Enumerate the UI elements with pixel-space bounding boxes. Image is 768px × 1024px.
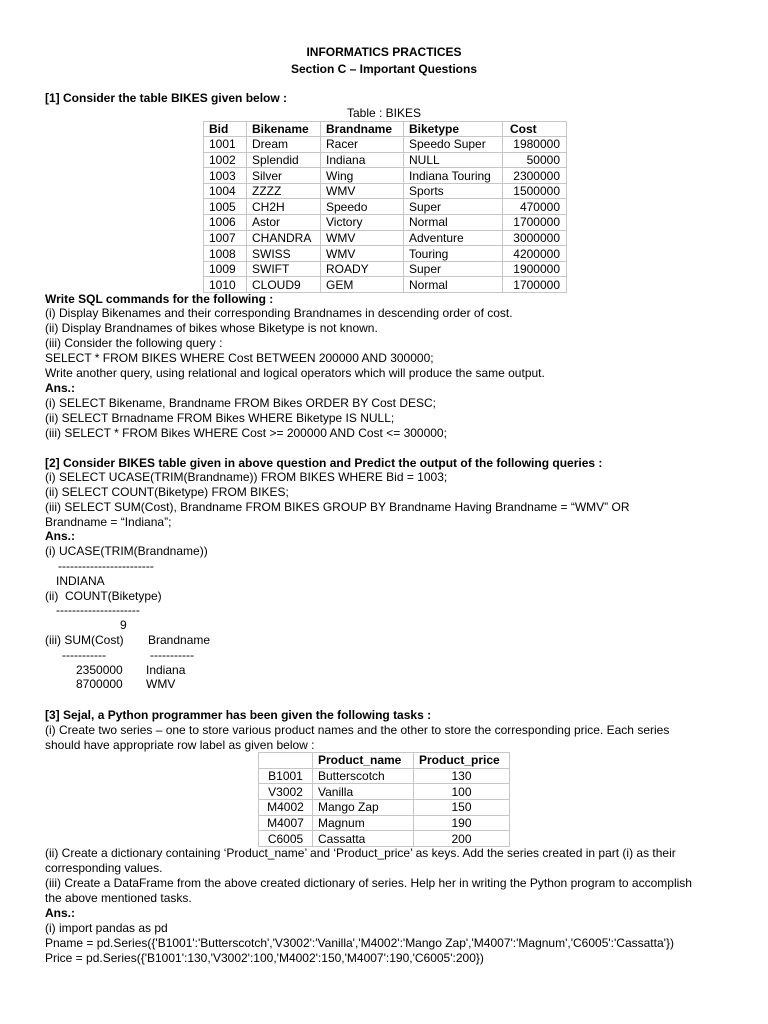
table-cell: SWIFT: [247, 261, 321, 277]
question-3-body: [45, 846, 760, 966]
output-i-value-line: [45, 574, 760, 589]
table-row: [204, 215, 567, 231]
output-ii-label: (ii) COUNT(Biketype): [45, 588, 162, 603]
output-value: 2350000: [76, 662, 123, 677]
table-cell: WMV: [321, 246, 404, 262]
output-i-label: (i) UCASE(TRIM(Brandname)): [45, 544, 208, 559]
table-row: [204, 137, 567, 153]
table-cell: 1010: [204, 277, 247, 293]
table-cell: 100: [414, 784, 510, 800]
task-line: (i) Display Bikenames and their corresponding Brandnames in descending order of cost.: [45, 306, 513, 321]
output-value: WMV: [146, 677, 176, 692]
table-cell: Vanilla: [313, 784, 414, 800]
question-1-header: [45, 91, 760, 106]
table-cell: 470000: [503, 199, 567, 215]
task-line: corresponding values.: [45, 860, 163, 875]
table-header-row: [204, 121, 567, 137]
table-cell: Astor: [247, 215, 321, 231]
table-cell: 1007: [204, 230, 247, 246]
table-row: [204, 199, 567, 215]
table-cell: Sports: [404, 183, 503, 199]
output-ii-value-line: [45, 618, 760, 633]
column-header-bid: Bid: [204, 121, 247, 137]
table-cell: GEM: [321, 277, 404, 293]
table-cell: 200: [414, 831, 510, 847]
table-cell: 150: [414, 799, 510, 815]
table-cell: ZZZZ: [247, 183, 321, 199]
answer-line: (i) import pandas as pd: [45, 920, 168, 935]
output-rule: -----------: [62, 647, 106, 662]
table-cell: Magnum: [313, 815, 414, 831]
table-cell: CHANDRA: [247, 230, 321, 246]
table-cell: 1009: [204, 261, 247, 277]
table-cell: ROADY: [321, 261, 404, 277]
task-line: (ii) Create a dictionary containing ‘Product_name’ and ‘Product_price’ as keys. Add the series created in part (i) as their: [45, 845, 676, 860]
document-header: [0, 44, 768, 78]
output-value: 8700000: [76, 677, 123, 692]
table-cell: 1500000: [503, 183, 567, 199]
answer-line: Price = pd.Series({'B1001':130,'V3002':100,'M4002':150,'M4007':190,'C6005':200}): [45, 950, 484, 965]
column-header-product-price: Product_price: [414, 753, 510, 769]
output-rule: ---------------------: [56, 603, 140, 618]
task-heading: Write SQL commands for the following :: [45, 291, 274, 306]
table-cell: Speedo Super: [404, 137, 503, 153]
output-iii-rule-line: [45, 648, 760, 663]
answer-label: Ans.:: [45, 905, 75, 920]
table-cell: 1001: [204, 137, 247, 153]
table-row: [259, 799, 510, 815]
table-header-row: [259, 753, 510, 769]
table-cell: Racer: [321, 137, 404, 153]
column-header-product-name: Product_name: [313, 753, 414, 769]
column-header-biketype: Biketype: [404, 121, 503, 137]
answer-line: Pname = pd.Series({'B1001':'Butterscotch','V3002':'Vanilla','M4002':'Mango Zap','M4007':'Magnum','C6005':'Cassatta'}): [45, 935, 674, 950]
output-value: Indiana: [146, 662, 186, 677]
query-line: Brandname = “Indiana”;: [45, 514, 172, 529]
answer-line: (i) SELECT Bikename, Brandname FROM Bikes ORDER BY Cost DESC;: [45, 395, 437, 410]
query-line: (i) SELECT UCASE(TRIM(Brandname)) FROM BIKES WHERE Bid = 1003;: [45, 470, 448, 485]
bikes-table-caption: Table : BIKES: [346, 105, 422, 120]
table-cell: Normal: [404, 215, 503, 231]
task-line: (i) Create two series – one to store various product names and the other to store the corresponding price. Each series: [45, 722, 670, 737]
table-cell: Splendid: [247, 152, 321, 168]
table-cell: 1003: [204, 168, 247, 184]
output-iii-row: [45, 663, 760, 678]
row-label-cell: B1001: [259, 768, 313, 784]
table-cell: CH2H: [247, 199, 321, 215]
table-cell: Silver: [247, 168, 321, 184]
row-label-cell: M4002: [259, 799, 313, 815]
table-cell: Victory: [321, 215, 404, 231]
table-cell: 1980000: [503, 137, 567, 153]
table-cell: 1700000: [503, 215, 567, 231]
output-iii-row: [45, 677, 760, 692]
document-subtitle: Section C – Important Questions: [290, 62, 478, 76]
table-row: [259, 815, 510, 831]
table-cell: 1900000: [503, 261, 567, 277]
table-cell: Cassatta: [313, 831, 414, 847]
table-cell: 1004: [204, 183, 247, 199]
task-line: (iii) Create a DataFrame from the above created dictionary of series. Help her in writing the Python program to accomplish: [45, 875, 692, 890]
table-row: [204, 183, 567, 199]
answer-line: (ii) SELECT Brnadname FROM Bikes WHERE Biketype IS NULL;: [45, 410, 395, 425]
table-cell: 1005: [204, 199, 247, 215]
task-line: (iii) Consider the following query :: [45, 336, 223, 351]
document-title: INFORMATICS PRACTICES: [306, 45, 462, 59]
table-cell: SWISS: [247, 246, 321, 262]
table-cell: Indiana: [321, 152, 404, 168]
table-row: [259, 768, 510, 784]
answer-label: Ans.:: [45, 529, 75, 544]
table-cell: Wing: [321, 168, 404, 184]
task-line: Write another query, using relational and logical operators which will produce the same output.: [45, 365, 545, 380]
table-cell: 4200000: [503, 246, 567, 262]
task-line: SELECT * FROM BIKES WHERE Cost BETWEEN 200000 AND 300000;: [45, 351, 434, 366]
output-iii-header-line: [45, 633, 760, 648]
table-cell: WMV: [321, 183, 404, 199]
table-cell: 3000000: [503, 230, 567, 246]
column-header-brandname: Brandname: [321, 121, 404, 137]
output-rule: ------------------------: [58, 559, 154, 574]
question-1-body: [45, 292, 760, 441]
table-cell: 190: [414, 815, 510, 831]
column-header-bikename: Bikename: [247, 121, 321, 137]
table-cell: Butterscotch: [313, 768, 414, 784]
query-line: (iii) SELECT SUM(Cost), Brandname FROM BIKES GROUP BY Brandname Having Brandname = “WMV” OR: [45, 499, 630, 514]
table-cell: 1006: [204, 215, 247, 231]
table-row: [204, 246, 567, 262]
output-ii-rule-line: [45, 603, 760, 618]
output-value: 9: [120, 618, 127, 633]
task-line: should have appropriate row label as given below :: [45, 737, 315, 752]
table-cell: CLOUD9: [247, 277, 321, 293]
table-cell: Indiana Touring: [404, 168, 503, 184]
question-3-header: [45, 708, 760, 753]
table-cell: Super: [404, 261, 503, 277]
row-label-cell: M4007: [259, 815, 313, 831]
table-cell: Speedo: [321, 199, 404, 215]
row-label-cell: C6005: [259, 831, 313, 847]
table-row: [204, 277, 567, 293]
query-line: (ii) SELECT COUNT(Biketype) FROM BIKES;: [45, 485, 289, 500]
table-cell: 1700000: [503, 277, 567, 293]
table-row: [259, 784, 510, 800]
column-header-row-label: [259, 753, 313, 769]
table-row: [204, 152, 567, 168]
table-row: [204, 261, 567, 277]
table-cell: Dream: [247, 137, 321, 153]
table-row: [204, 168, 567, 184]
output-i-rule-line: [45, 559, 760, 574]
table-cell: Touring: [404, 246, 503, 262]
table-row: [204, 230, 567, 246]
output-value: INDIANA: [56, 573, 105, 588]
output-column-header: (iii) SUM(Cost): [45, 633, 124, 648]
table-cell: NULL: [404, 152, 503, 168]
question-2: [45, 456, 760, 693]
table-row: [259, 831, 510, 847]
products-table: [258, 752, 510, 847]
question-2-heading: [2] Consider BIKES table given in above question and Predict the output of the following queries :: [45, 455, 603, 470]
output-column-header: Brandname: [148, 633, 211, 648]
task-line: the above mentioned tasks.: [45, 890, 192, 905]
question-1-heading: [1] Consider the table BIKES given below :: [45, 90, 288, 105]
table-cell: Mango Zap: [313, 799, 414, 815]
table-cell: Normal: [404, 277, 503, 293]
row-label-cell: V3002: [259, 784, 313, 800]
table-cell: 1002: [204, 152, 247, 168]
table-cell: 50000: [503, 152, 567, 168]
question-3-heading: [3] Sejal, a Python programmer has been given the following tasks :: [45, 707, 432, 722]
table-cell: 130: [414, 768, 510, 784]
table-cell: WMV: [321, 230, 404, 246]
table-cell: Super: [404, 199, 503, 215]
table-cell: 1008: [204, 246, 247, 262]
table-cell: Adventure: [404, 230, 503, 246]
table-cell: 2300000: [503, 168, 567, 184]
task-line: (ii) Display Brandnames of bikes whose Biketype is not known.: [45, 321, 378, 336]
column-header-cost: Cost: [503, 121, 567, 137]
answer-line: (iii) SELECT * FROM Bikes WHERE Cost >= 200000 AND Cost <= 300000;: [45, 425, 447, 440]
answer-label: Ans.:: [45, 380, 75, 395]
output-rule: -----------: [150, 647, 194, 662]
bikes-table: [203, 121, 567, 294]
